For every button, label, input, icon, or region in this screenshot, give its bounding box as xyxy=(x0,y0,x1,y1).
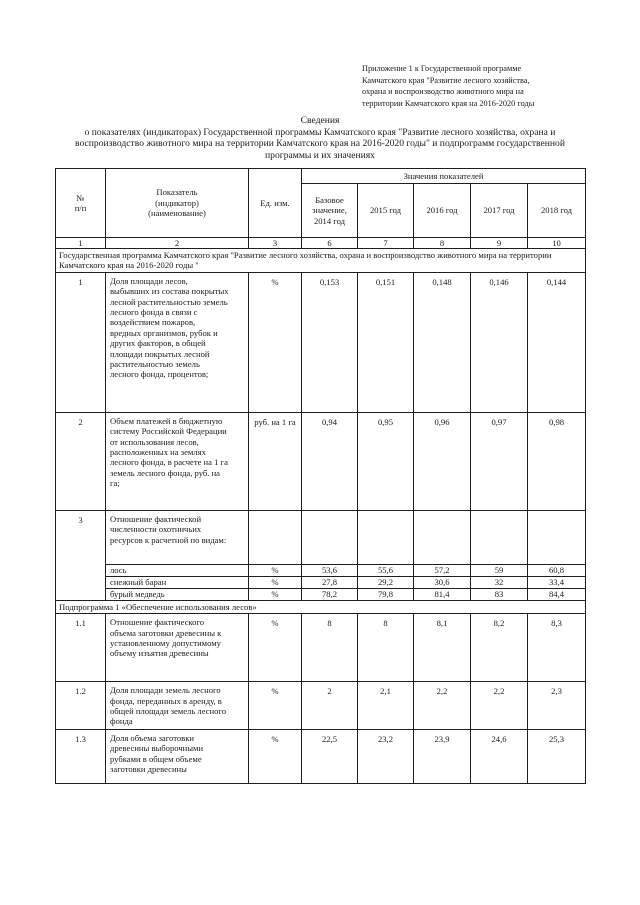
value-cell: 79,8 xyxy=(358,588,414,600)
table-row xyxy=(56,564,586,576)
appendix-note xyxy=(362,63,592,109)
value-cell: 0,94 xyxy=(302,412,358,510)
subtitle-line: о показателях (индикаторах) Государственной программы Камчатского края "Развитие лесного хозяйства, охрана и xyxy=(84,126,556,138)
indicators-table xyxy=(55,168,586,784)
species-name: бурый медведь xyxy=(106,588,249,600)
row-number: 1.1 xyxy=(56,614,106,682)
unit-cell: % xyxy=(249,614,302,682)
value-cell: 53,6 xyxy=(302,564,358,576)
header-values-group: Значения показателей xyxy=(302,169,586,184)
value-cell: 60,8 xyxy=(528,564,586,576)
table-row xyxy=(56,272,586,412)
column-number: 7 xyxy=(358,238,414,249)
header-year: 2017 год xyxy=(471,184,528,238)
table-row xyxy=(56,729,586,783)
table-row xyxy=(56,614,586,682)
value-cell: 23,2 xyxy=(358,729,414,783)
unit-cell: % xyxy=(249,564,302,576)
value-cell: 30,6 xyxy=(414,576,471,588)
value-cell: 81,4 xyxy=(414,588,471,600)
header-year: Базовое значение, 2014 год xyxy=(302,184,358,238)
unit-cell: % xyxy=(249,729,302,783)
subtitle-line: программы и их значениях xyxy=(265,149,375,161)
value-cell: 33,4 xyxy=(528,576,586,588)
value-cell: 0,153 xyxy=(302,272,358,412)
header-year: 2016 год xyxy=(414,184,471,238)
appendix-line: территории Камчатского края на 2016-2020 годы xyxy=(362,98,535,108)
appendix-line: охрана и воспроизводство животного мира на xyxy=(362,87,524,96)
species-name: лось xyxy=(106,564,249,576)
program-title-row: Государственная программа Камчатского края "Развитие лесного хозяйства, охрана и воспроизводство животного мира на территории Камчатского края на 2016-2020 годы " xyxy=(56,249,586,273)
column-number: 8 xyxy=(414,238,471,249)
column-number: 1 xyxy=(56,238,106,249)
value-cell: 2,2 xyxy=(471,682,528,730)
column-number: 10 xyxy=(528,238,586,249)
row-number: 1.2 xyxy=(56,682,106,730)
document-subtitle xyxy=(50,127,590,162)
value-cell: 2,3 xyxy=(528,682,586,730)
value-cell: 27,8 xyxy=(302,576,358,588)
unit-cell: % xyxy=(249,682,302,730)
indicator-name: Доля площади земель лесного фонда, переданных в аренду, в общей площади земель лесного фонда xyxy=(106,682,249,730)
unit-cell: % xyxy=(249,588,302,600)
indicator-name: Доля объема заготовки древесины выборочными рубками в общем объеме заготовки древесины xyxy=(106,729,249,783)
indicator-name: Доля площади лесов, выбывших из состава покрытых лесной растительностью земель лесного фонда в связи с воздействием пожаров, вредных организмов, рубок и других факторов, в общей площади покрытых лесной растительностью земель лесного фонда, процентов; xyxy=(106,272,249,412)
value-cell: 0,96 xyxy=(414,412,471,510)
row-number: 3 xyxy=(56,510,106,600)
value-cell: 8,1 xyxy=(414,614,471,682)
value-cell: 23,9 xyxy=(414,729,471,783)
header-indicator: Показатель (индикатор) (наименование) xyxy=(106,169,249,238)
header-unit: Ед. изм. xyxy=(249,169,302,238)
row-number: 1 xyxy=(56,272,106,412)
value-cell: 59 xyxy=(471,564,528,576)
value-cell: 2,1 xyxy=(358,682,414,730)
value-cell: 0,97 xyxy=(471,412,528,510)
value-cell: 0,146 xyxy=(471,272,528,412)
value-cell: 8 xyxy=(302,614,358,682)
column-number: 9 xyxy=(471,238,528,249)
value-cell: 25,3 xyxy=(528,729,586,783)
indicator-name: Объем платежей в бюджетную систему Российской Федерации от использования лесов, расположенных на землях лесного фонда, в расчете на 1 га земель лесного фонда, руб. на га; xyxy=(106,412,249,510)
appendix-line: Камчатского края "Развитие лесного хозяйства, xyxy=(362,75,530,85)
value-cell: 0,151 xyxy=(358,272,414,412)
column-number: 2 xyxy=(106,238,249,249)
value-cell: 8,3 xyxy=(528,614,586,682)
column-number: 6 xyxy=(302,238,358,249)
table-row xyxy=(56,588,586,600)
value-cell: 0,144 xyxy=(528,272,586,412)
value-cell: 83 xyxy=(471,588,528,600)
table-row xyxy=(56,412,586,510)
header-year: 2015 год xyxy=(358,184,414,238)
value-cell: 0,98 xyxy=(528,412,586,510)
indicator-name: Отношение фактического объема заготовки древесины к установленному допустимому объему изъятия древесины xyxy=(106,614,249,682)
value-cell: 8,2 xyxy=(471,614,528,682)
row-number: 2 xyxy=(56,412,106,510)
table-row xyxy=(56,510,586,564)
header-num: № п/п xyxy=(56,169,106,238)
value-cell: 32 xyxy=(471,576,528,588)
subtitle-line: воспроизводство животного мира на территории Камчатского края на 2016-2020 годы" и подпрограмм государственной xyxy=(75,138,565,150)
value-cell: 57,2 xyxy=(414,564,471,576)
value-cell: 8 xyxy=(358,614,414,682)
table-row xyxy=(56,682,586,730)
unit-cell: руб. на 1 га xyxy=(249,412,302,510)
value-cell: 2 xyxy=(302,682,358,730)
table-row xyxy=(56,576,586,588)
value-cell: 22,5 xyxy=(302,729,358,783)
column-number: 3 xyxy=(249,238,302,249)
subprogram-title-row: Подпрограмма 1 «Обеспечение использования лесов» xyxy=(56,600,586,613)
value-cell: 78,2 xyxy=(302,588,358,600)
value-cell: 2,2 xyxy=(414,682,471,730)
unit-cell: % xyxy=(249,272,302,412)
value-cell: 0,148 xyxy=(414,272,471,412)
row-number: 1.3 xyxy=(56,729,106,783)
value-cell: 0,95 xyxy=(358,412,414,510)
species-name: снежный баран xyxy=(106,576,249,588)
value-cell: 55,6 xyxy=(358,564,414,576)
indicator-name: Отношение фактической численности охотничьих ресурсов к расчетной по видам: xyxy=(106,510,249,564)
value-cell: 24,6 xyxy=(471,729,528,783)
value-cell: 29,2 xyxy=(358,576,414,588)
unit-cell: % xyxy=(249,576,302,588)
value-cell: 84,4 xyxy=(528,588,586,600)
header-year: 2018 год xyxy=(528,184,586,238)
appendix-line: Приложение 1 к Государственной программе xyxy=(362,64,522,73)
document-title: Сведения xyxy=(300,115,340,126)
document-title-block xyxy=(50,115,590,161)
